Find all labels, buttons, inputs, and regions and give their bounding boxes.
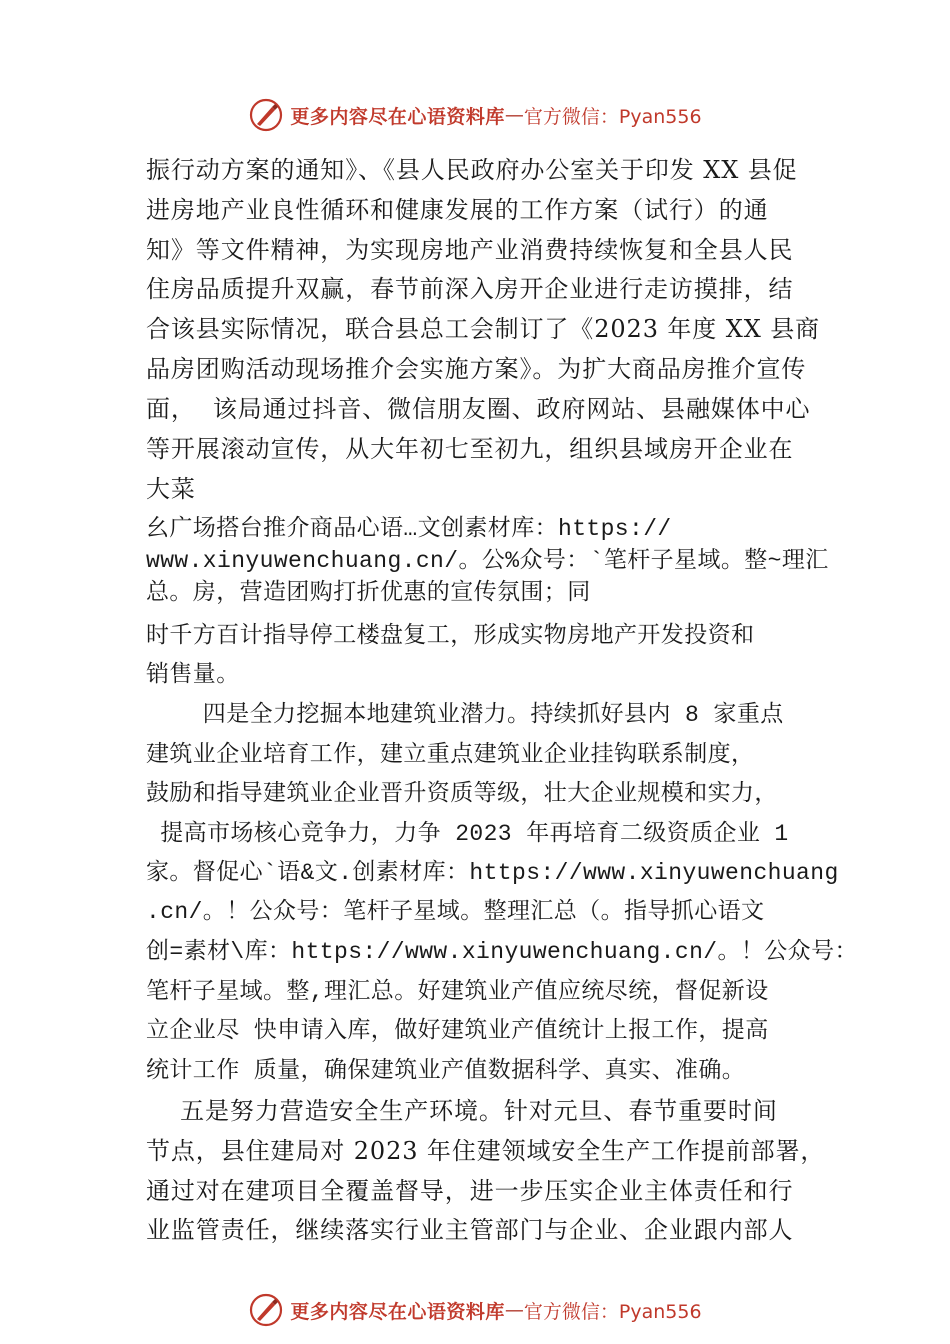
footer-banner [0,1290,950,1330]
text-line: 立企业尽 快申请入库，做好建筑业产值统计上报工作，提高 [146,1018,769,1044]
text-line: 幺广场搭台推介商品心语…文创素材库：https:// [146,516,672,542]
text-line: 建筑业企业培育工作，建立重点建筑业企业挂钩联系制度， [146,742,755,768]
text-line: 振行动方案的通知》、《县人民政府办公室关于印发 XX 县促 [146,156,798,184]
text-line: 合该县实际情况，联合县总工会制订了《2023 年度 XX 县商 [146,315,821,343]
text-line: 节点，县住建局对 2023 年住建领域安全生产工作提前部署， [146,1137,826,1165]
text-line: 等开展滚动宣传，从大年初七至初九，组织县域房开企业在 [146,435,794,463]
text-line: 住房品质提升双赢，春节前深入房开企业进行走访摸排，结 [146,275,794,303]
text-line: 家。督促心`语&文.创素材库：https://www.xinyuwenchuang [146,860,839,886]
text-line: www.xinyuwenchuang.cn/。公%众号：`笔杆子星域。整~理汇 [146,548,829,574]
text-line: 品房团购活动现场推介会实施方案》。为扩大商品房推介宣传 [146,355,807,383]
footer-brand: 更多内容尽在心语资料库 [290,1300,505,1323]
pen-logo-icon [248,97,284,133]
text-line: 统计工作 质量，确保建筑业产值数据科学、真实、准确。 [146,1058,746,1084]
text-line: 通过对在建项目全覆盖督导，进一步压实企业主体责任和行 [146,1177,794,1205]
text-line: 业监管责任，继续落实行业主管部门与企业、企业跟内部人 [146,1216,794,1244]
text-line: .cn/。！公众号：笔杆子星域。整理汇总（。指导抓心语文 [146,899,765,925]
header-brand: 更多内容尽在心语资料库 [290,105,505,128]
text-line: 销售量。 [146,662,240,688]
text-line: 鼓励和指导建筑业企业晋升资质等级，壮大企业规模和实力， [146,781,778,807]
header-separator: — [504,104,524,126]
text-line: 面， 该局通过抖音、微信朋友圈、政府网站、县融媒体中心 [146,395,811,423]
footer-contact: 官方微信：Pyan556 [523,1300,702,1323]
text-line: 五是努力营造安全生产环境。针对元旦、春节重要时间 [146,1097,778,1125]
text-line: 总。房，营造团购打折优惠的宣传氛围；同 [146,580,591,606]
text-line: 大菜 [146,475,196,503]
text-line: 四是全力挖掘本地建筑业潜力。持续抓好县内 8 家重点 [146,702,784,728]
text-line: 笔杆子星域。整,理汇总。好建筑业产值应统尽统，督促新设 [146,979,769,1005]
pen-logo-icon [248,1292,284,1328]
text-line: 提高市场核心竞争力，力争 2023 年再培育二级资质企业 1 [146,821,789,847]
header-contact: 官方微信：Pyan556 [523,105,702,128]
header-banner [0,95,950,135]
footer-separator: — [504,1299,524,1321]
text-line: 创=素材\库：https://www.xinyuwenchuang.cn/。！公众号： [146,939,858,965]
text-line: 进房地产业良性循环和健康发展的工作方案（试行）的通 [146,196,769,224]
text-line: 知》等文件精神，为实现房地产业消费持续恢复和全县人民 [146,236,794,264]
text-line: 时千方百计指导停工楼盘复工，形成实物房地产开发投资和 [146,623,755,649]
